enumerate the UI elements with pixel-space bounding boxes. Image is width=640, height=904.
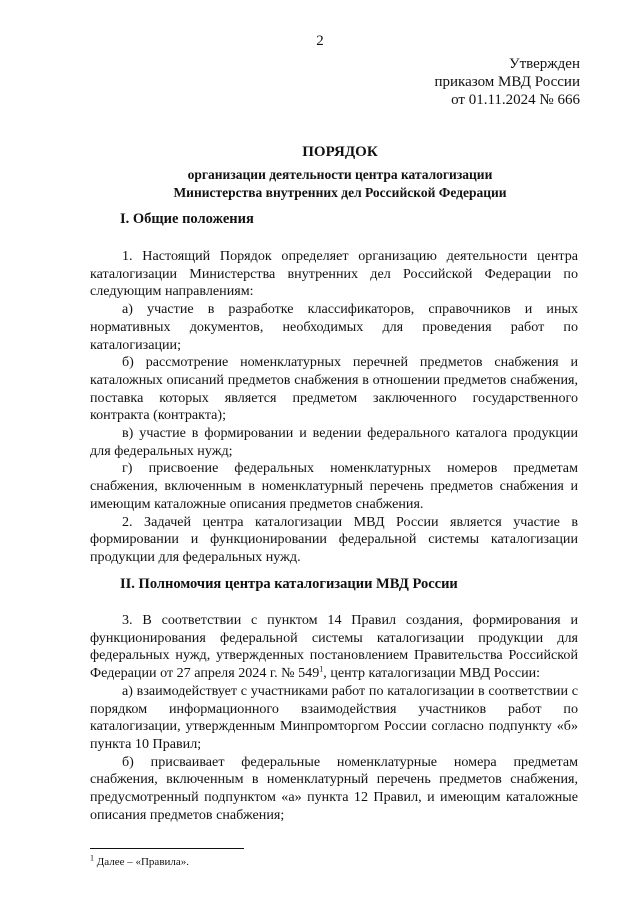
section-1-heading: I. Общие положения	[120, 211, 254, 227]
footnote-marker: 1	[90, 853, 94, 863]
footnote	[90, 853, 190, 869]
approval-line-1: Утвержден	[508, 56, 580, 72]
footnote-divider	[90, 848, 244, 849]
approval-line-2: приказом МВД России	[434, 74, 580, 90]
paragraph-3-text: 3. В соответствии с пунктом 14 Правил создания, формирования и функционирования федеральной системы каталогизации продукции для федеральных нужд, утвержденных постановлением Правительства Российской Федерации от 27 апреля 2024 г. № 549	[90, 612, 578, 682]
section-2-heading: II. Полномочия центра каталогизации МВД России	[120, 576, 458, 592]
paragraph-1b: б) рассмотрение номенклатурных перечней предметов снабжения и каталожных описаний предметов снабжения в отношении предметов снабжения, поставка которых является предметом заключенного государственного контракта (контракта);	[90, 354, 578, 424]
page-number: 2	[316, 33, 324, 49]
section-2-body	[90, 612, 578, 824]
footnote-ref: 1	[319, 664, 324, 674]
paragraph-2: 2. Задачей центра каталогизации МВД России является участие в формировании и функционировании федеральной системы каталогизации продукции для федеральных нужд.	[90, 513, 578, 565]
paragraph-3-tail: , центр каталогизации МВД России:	[323, 665, 541, 682]
section-1-body	[90, 248, 578, 567]
paragraph-1d: г) присвоение федеральных номенклатурных номеров предметам снабжения, включенным в номенклатурный перечень предметов снабжения и имеющим каталожные описания предметов снабжения.	[90, 460, 578, 512]
approval-stamp	[400, 55, 580, 109]
paragraph-3b: б) присваивает федеральные номенклатурные номера предметам снабжения, включенным в номенклатурный перечень предметов снабжения, предусмотренный подпунктом «а» пункта 12 Правил, и имеющим каталожные описания предметов снабжения;	[90, 753, 578, 823]
title-line-1: организации деятельности центра каталогизации	[187, 167, 493, 182]
paragraph-1c: в) участие в формировании и ведении федерального каталога продукции для федеральных нужд;	[90, 425, 578, 459]
paragraph-3	[90, 612, 578, 683]
footnote-text: Далее – «Правила».	[94, 856, 190, 868]
title-main: ПОРЯДОК	[302, 144, 378, 160]
approval-line-3: от 01.11.2024 № 666	[451, 92, 580, 108]
paragraph-3a: а) взаимодействует с участниками работ по каталогизации в соответствии с порядком информационного взаимодействия участников работ по каталогизации, утвержденным Минпромторгом России согласно подпункту «б» пункта 10 Правил;	[90, 682, 578, 752]
paragraph-1a: а) участие в разработке классификаторов, справочников и иных нормативных документов, необходимых для проведения работ по каталогизации;	[90, 301, 578, 353]
paragraph-1: 1. Настоящий Порядок определяет организацию деятельности центра каталогизации Министерства внутренних дел Российской Федерации по следующим направлениям:	[90, 248, 578, 300]
document-title	[80, 143, 600, 202]
title-line-2: Министерства внутренних дел Российской Федерации	[173, 185, 507, 200]
